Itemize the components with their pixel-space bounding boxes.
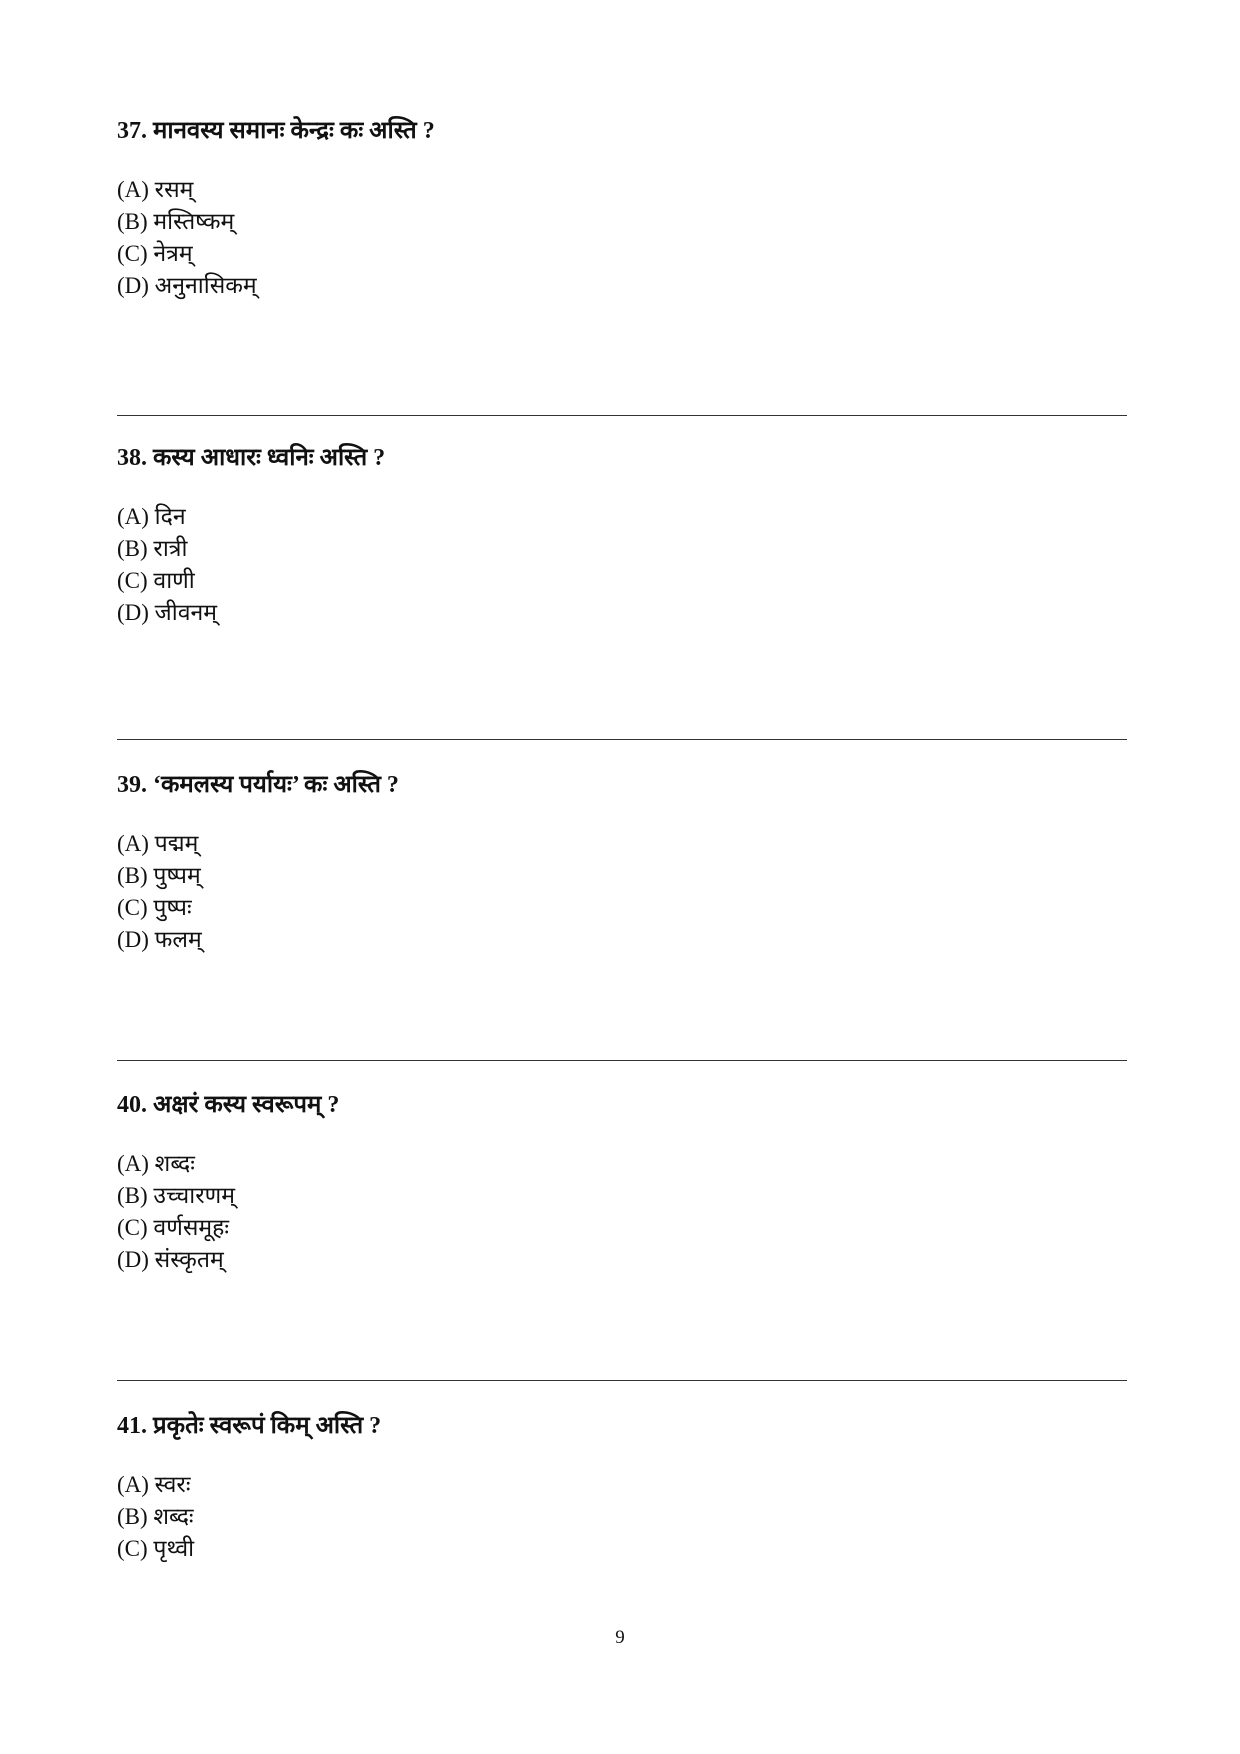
question-37 <box>117 116 1127 318</box>
option-b: (B) शब्दः <box>117 1504 194 1529</box>
options-list <box>117 501 1127 629</box>
option-d: (D) अनुनासिकम् <box>117 273 257 298</box>
question-39 <box>117 770 1127 972</box>
page-number: 9 <box>615 1627 625 1648</box>
divider <box>117 1380 1127 1381</box>
question-title: 37. मानवस्य समानः केन्द्रः कः अस्ति ? <box>117 118 435 144</box>
question-title: 38. कस्य आधारः ध्वनिः अस्ति ? <box>117 445 386 471</box>
option-b: (B) पुष्पम् <box>117 863 201 888</box>
option-c: (C) पृथ्वी <box>117 1536 195 1561</box>
question-41 <box>117 1411 1127 1581</box>
option-b: (B) उच्चारणम् <box>117 1183 236 1208</box>
question-38 <box>117 443 1127 645</box>
options-list <box>117 174 1127 302</box>
option-a: (A) पद्मम् <box>117 831 199 856</box>
question-title: 41. प्रकृतेः स्वरूपं किम् अस्ति ? <box>117 1413 382 1439</box>
option-c: (C) वाणी <box>117 568 195 593</box>
option-d: (D) जीवनम् <box>117 600 218 625</box>
divider <box>117 1060 1127 1061</box>
question-title: 40. अक्षरं कस्य स्वरूपम् ? <box>117 1092 340 1118</box>
divider <box>117 415 1127 416</box>
option-a: (A) रसम् <box>117 177 194 202</box>
options-list <box>117 1148 1127 1276</box>
option-c: (C) वर्णसमूहः <box>117 1215 229 1240</box>
option-b: (B) रात्री <box>117 536 188 561</box>
option-c: (C) नेत्रम् <box>117 241 193 266</box>
option-d: (D) फलम् <box>117 927 202 952</box>
question-40 <box>117 1090 1127 1292</box>
option-d: (D) संस्कृतम् <box>117 1247 224 1272</box>
option-a: (A) दिन <box>117 504 186 529</box>
option-a: (A) शब्दः <box>117 1151 195 1176</box>
option-c: (C) पुष्पः <box>117 895 192 920</box>
option-b: (B) मस्तिष्कम् <box>117 209 235 234</box>
option-a: (A) स्वरः <box>117 1472 191 1497</box>
divider <box>117 739 1127 740</box>
options-list <box>117 828 1127 956</box>
question-title: 39. ‘कमलस्य पर्यायः’ कः अस्ति ? <box>117 772 399 798</box>
options-list <box>117 1469 1127 1565</box>
